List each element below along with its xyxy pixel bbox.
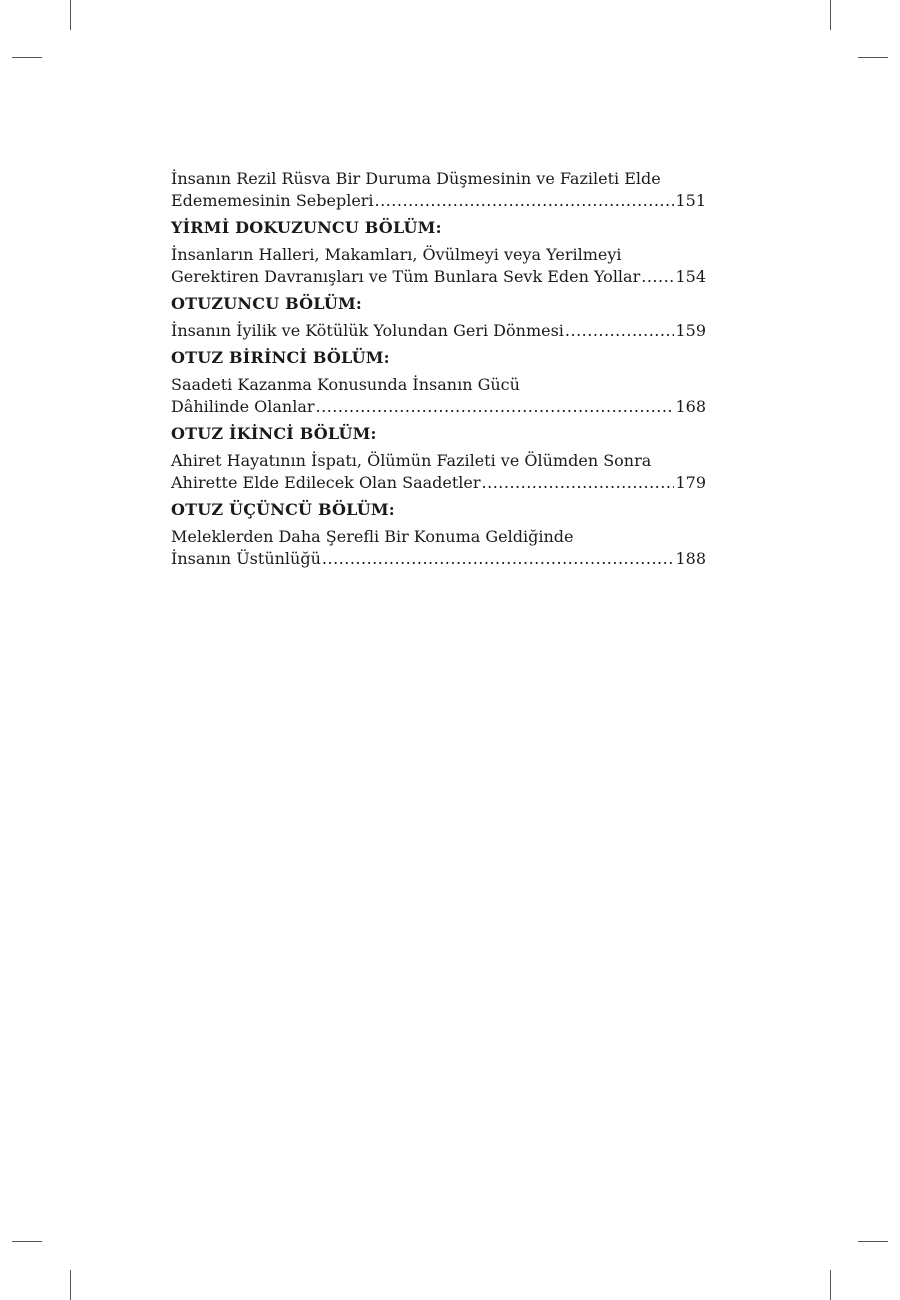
dot-leader (375, 190, 675, 212)
dot-leader (322, 548, 675, 570)
crop-mark-top-right-horizontal (858, 57, 888, 58)
page-number: 159 (675, 321, 706, 340)
toc-entry-title-line: Gerektiren Davranışları ve Tüm Bunlara Sevk Eden Yollar (171, 267, 641, 286)
crop-mark-top-left-horizontal (12, 57, 42, 58)
toc-entry-title-line: İnsanların Halleri, Makamları, Övülmeyi veya Yerilmeyi (171, 245, 622, 264)
toc-entry-final-line (171, 190, 706, 212)
page-number: 179 (675, 473, 706, 492)
chapter-heading: OTUZUNCU BÖLÜM: (171, 294, 363, 313)
toc-entry-title-line: Meleklerden Daha Şerefli Bir Konuma Geldiğinde (171, 527, 574, 546)
crop-mark-top-right-vertical (830, 0, 831, 30)
toc-entry-final-line (171, 548, 706, 570)
toc-entry[interactable] (171, 374, 706, 418)
crop-mark-bottom-left-horizontal (12, 1241, 42, 1242)
chapter-heading: YİRMİ DOKUZUNCU BÖLÜM: (171, 218, 442, 237)
toc-entry[interactable] (171, 450, 706, 494)
toc-entry-title-line: Edememesinin Sebepleri (171, 191, 374, 210)
table-of-contents (171, 168, 706, 575)
toc-entry-title-line: Saadeti Kazanma Konusunda İnsanın Gücü (171, 375, 520, 394)
dot-leader (316, 396, 675, 418)
toc-entry[interactable] (171, 526, 706, 570)
page-number: 188 (675, 549, 706, 568)
toc-entry-final-line (171, 320, 706, 342)
crop-mark-bottom-left-vertical (70, 1270, 71, 1300)
toc-entry-title-line: İnsanın Üstünlüğü (171, 549, 321, 568)
toc-entry[interactable] (171, 320, 706, 342)
dot-leader (482, 472, 675, 494)
toc-entry-final-line (171, 396, 706, 418)
dot-leader (641, 266, 674, 288)
toc-entry-title-line: Dâhilinde Olanlar (171, 397, 315, 416)
page-number: 154 (675, 267, 706, 286)
crop-mark-bottom-right-horizontal (858, 1241, 888, 1242)
crop-mark-bottom-right-vertical (830, 1270, 831, 1300)
page-number: 151 (675, 191, 706, 210)
toc-entry-title-line: Ahirette Elde Edilecek Olan Saadetler (171, 473, 481, 492)
toc-entry-final-line (171, 266, 706, 288)
chapter-heading: OTUZ ÜÇÜNCÜ BÖLÜM: (171, 500, 395, 519)
dot-leader (565, 320, 675, 342)
toc-entry[interactable] (171, 168, 706, 212)
toc-entry[interactable] (171, 244, 706, 288)
chapter-heading: OTUZ BİRİNCİ BÖLÜM: (171, 348, 390, 367)
toc-entry-title-line: Ahiret Hayatının İspatı, Ölümün Fazileti ve Ölümden Sonra (171, 451, 652, 470)
chapter-heading: OTUZ İKİNCİ BÖLÜM: (171, 424, 377, 443)
page-number: 168 (675, 397, 706, 416)
toc-entry-title-line: İnsanın Rezil Rüsva Bir Duruma Düşmesinin ve Fazileti Elde (171, 169, 661, 188)
crop-mark-top-left-vertical (70, 0, 71, 30)
toc-entry-final-line (171, 472, 706, 494)
toc-entry-title-line: İnsanın İyilik ve Kötülük Yolundan Geri Dönmesi (171, 321, 564, 340)
